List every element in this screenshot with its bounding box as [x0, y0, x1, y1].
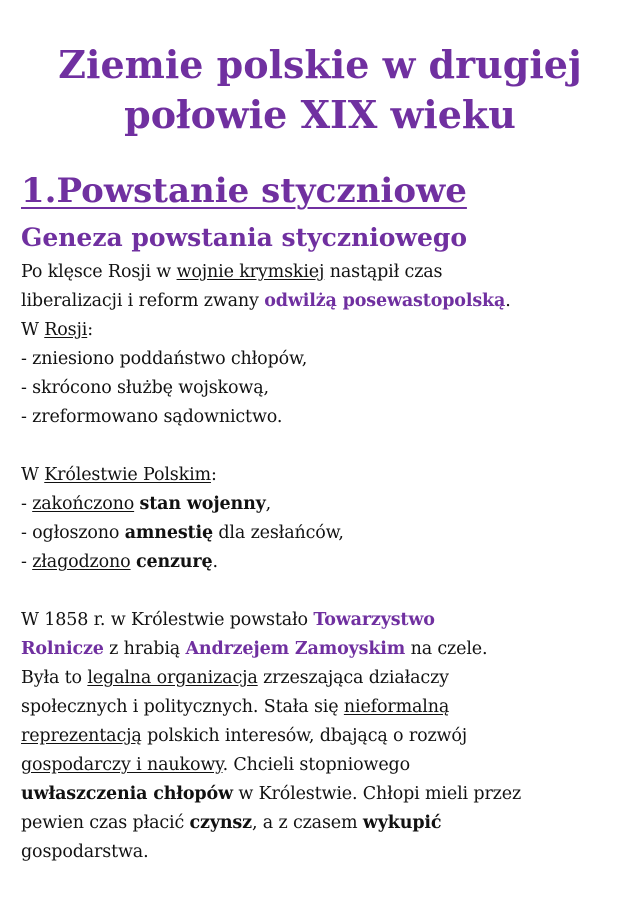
- list-item: - skrócono służbę wojskową,: [21, 378, 269, 398]
- text: W: [21, 465, 45, 485]
- text-line: [21, 664, 621, 693]
- underlined-term: legalna organizacja: [87, 668, 258, 688]
- bold-term: wykupić: [362, 813, 442, 833]
- underlined-term: Królestwie Polskim: [44, 465, 211, 485]
- page-title: [0, 40, 640, 140]
- text: , a z czasem: [251, 813, 363, 833]
- text: w Królestwie. Chłopi mieli przez: [232, 784, 522, 804]
- text-line: [21, 722, 621, 751]
- text: ,: [265, 494, 272, 514]
- section-heading: 1.Powstanie styczniowe: [21, 171, 467, 211]
- highlighted-term: Rolnicze: [21, 639, 104, 659]
- text: na czele.: [405, 639, 488, 659]
- underlined-term: nieformalną: [343, 697, 450, 717]
- text-line: [21, 316, 621, 345]
- highlighted-term: Andrzejem Zamoyskim: [185, 639, 406, 659]
- text: - ogłoszono: [21, 523, 125, 543]
- text-line: [21, 461, 621, 490]
- text: polskich interesów, dbającą o rozwój: [141, 726, 468, 746]
- underlined-term: złagodzono: [32, 552, 131, 572]
- text-line: [21, 287, 621, 316]
- text: Po klęsce Rosji w: [21, 262, 177, 282]
- text-line: [21, 780, 621, 809]
- text: .: [505, 291, 511, 311]
- underlined-term: gospodarczy i naukowy: [21, 755, 223, 775]
- list-item: [21, 519, 621, 548]
- underlined-term: Rosji: [44, 320, 88, 340]
- list-item: [21, 548, 621, 577]
- highlighted-term: Towarzystwo: [313, 610, 435, 630]
- text: z hrabią: [103, 639, 186, 659]
- text: Była to: [21, 668, 88, 688]
- text-line: [21, 606, 621, 635]
- section-subheading: Geneza powstania styczniowego: [21, 223, 468, 252]
- text: pewien czas płacić: [21, 813, 190, 833]
- text: :: [210, 465, 217, 485]
- text: zrzeszająca działaczy: [257, 668, 449, 688]
- list-item: - zreformowano sądownictwo.: [21, 407, 283, 427]
- title-line-1: Ziemie polskie w drugiej: [58, 42, 582, 87]
- list-item: [21, 490, 621, 519]
- highlighted-term: odwilżą posewastopolską: [264, 291, 506, 311]
- text-line: gospodarstwa.: [21, 842, 149, 862]
- bold-term: czynsz: [189, 813, 252, 833]
- blank-line: [21, 577, 621, 606]
- list-item: - zniesiono poddaństwo chłopów,: [21, 349, 308, 369]
- bold-term: stan wojenny: [139, 494, 266, 514]
- text: W 1858 r. w Królestwie powstało: [21, 610, 314, 630]
- text: .: [212, 552, 218, 572]
- body-text: [21, 258, 621, 867]
- blank-line: [21, 432, 621, 461]
- bold-term: uwłaszczenia chłopów: [21, 784, 233, 804]
- text: -: [21, 552, 33, 572]
- bold-term: amnestię: [124, 523, 213, 543]
- text: :: [87, 320, 93, 340]
- text: liberalizacji i reform zwany: [21, 291, 265, 311]
- text: społecznych i politycznych. Stała się: [21, 697, 344, 717]
- text: W: [21, 320, 45, 340]
- text: -: [21, 494, 33, 514]
- text-line: [21, 258, 621, 287]
- bold-term: cenzurę: [135, 552, 213, 572]
- text: nastąpił czas: [324, 262, 443, 282]
- title-line-2: połowie XIX wieku: [124, 92, 516, 137]
- text-line: [21, 809, 621, 838]
- underlined-term: reprezentacją: [21, 726, 142, 746]
- text-line: [21, 635, 621, 664]
- underlined-term: wojnie krymskiej: [176, 262, 325, 282]
- text-line: [21, 751, 621, 780]
- text-line: [21, 693, 621, 722]
- text: . Chcieli stopniowego: [222, 755, 410, 775]
- underlined-term: zakończono: [32, 494, 135, 514]
- text: dla zesłańców,: [212, 523, 344, 543]
